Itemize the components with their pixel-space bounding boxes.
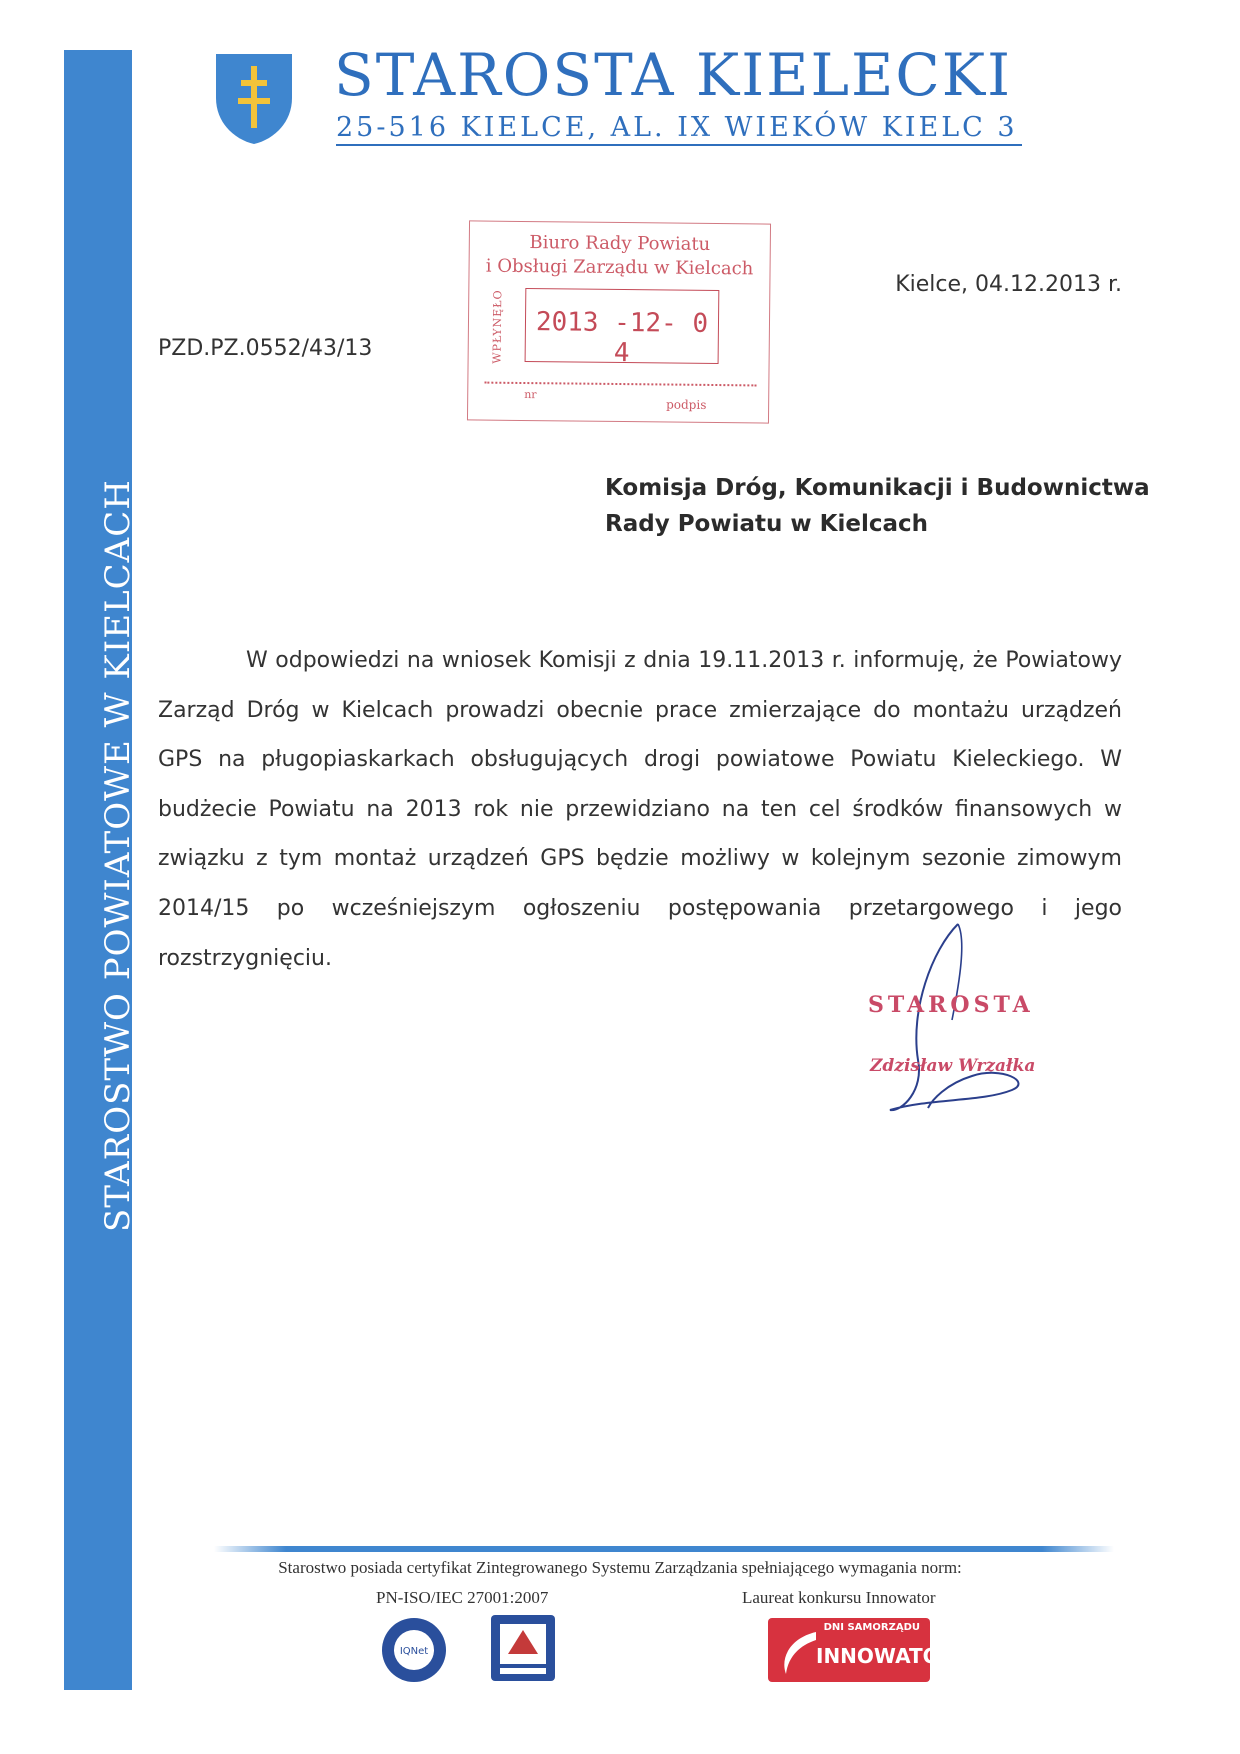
letterhead-address: 25-516 KIELCE, AL. IX WIEKÓW KIELC 3 xyxy=(336,112,1022,146)
sidebar-title: STAROSTWO POWIATOWE W KIELCACH xyxy=(98,479,138,1232)
stamp-line-1: Biuro Rady Powiatu xyxy=(529,232,711,255)
innowator-subtitle: DNI SAMORZĄDU xyxy=(823,1622,920,1633)
footer-laureat: Laureat konkursu Innowator xyxy=(742,1588,936,1607)
signature-name: Zdzisław Wrzałka xyxy=(870,1056,1036,1076)
body-paragraph: W odpowiedzi na wniosek Komisji z dnia 19.11.2013 r. informuję, że Powiatowy Zarząd Dróg w Kielcach prowadzi obecnie prace zmierzające do montażu urządzeń GPS na pługopiaskarkach obsługujących drogi powiatowe Powiatu Kieleckiego. W budżecie Powiatu na 2013 rok nie przewidziano na ten cel środków finansowych w związku z tym montaż urządzeń GPS będzie możliwy w kolejnym sezonie zimowym 2014/15 po wcześniejszym ogłoszeniu postępowania przetargowego i jego rozstrzygnięciu. xyxy=(158,648,1122,971)
innowator-title: INNOWATOR xyxy=(816,1644,956,1668)
addressee xyxy=(605,470,1150,542)
received-stamp xyxy=(467,220,771,423)
stamp-line-2: i Obsługi Zarządu w Kielcach xyxy=(485,255,754,280)
footer-norm: PN-ISO/IEC 27001:2007 xyxy=(376,1588,549,1607)
signature-title: STAROSTA xyxy=(868,992,1034,1018)
innowator-logo xyxy=(768,1618,956,1682)
coat-of-arms-icon xyxy=(214,52,294,146)
addressee-line-1: Komisja Dróg, Komunikacji i Budownictwa xyxy=(605,475,1150,501)
swoosh-icon xyxy=(776,1628,820,1676)
footer-divider xyxy=(214,1546,1114,1552)
stamp-date-box xyxy=(525,288,720,369)
stamp-nr-label: nr xyxy=(524,388,537,402)
stamp-date: 2013 -12- 0 4 xyxy=(535,307,709,369)
reference-number: PZD.PZ.0552/43/13 xyxy=(158,336,373,361)
sidebar-text xyxy=(98,479,158,1232)
stamp-signature-label: podpis xyxy=(666,397,707,412)
certification-logo-icon xyxy=(490,1614,556,1682)
handwritten-signature-icon xyxy=(862,920,1042,1120)
iqnet-certified-logo-icon xyxy=(380,1616,448,1684)
stamp-dotted-line xyxy=(484,382,756,387)
letterhead-title: STAROSTA KIELECKI xyxy=(334,41,1012,109)
letter-date: Kielce, 04.12.2013 r. xyxy=(895,272,1122,297)
iqnet-label: IQNet xyxy=(399,1646,429,1657)
sidebar-contact: Telefony: (41)344-54-29, (41)342-13-07 fax: (41)344-28-25 e-mail: kancelaria@powiat.kielce.pl xyxy=(140,649,156,1232)
stamp-received-label: WPŁYNĘŁO xyxy=(490,289,505,364)
addressee-line-2: Rady Powiatu w Kielcach xyxy=(605,511,928,537)
footer-certificate-text: Starostwo posiada certyfikat Zintegrowanego Systemu Zarządzania spełniającego wymagania norm: xyxy=(278,1558,962,1577)
